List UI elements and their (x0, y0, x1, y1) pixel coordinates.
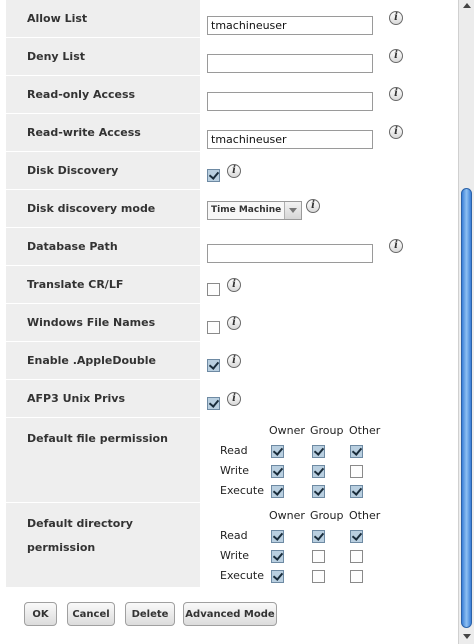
file-other-write-checkbox[interactable] (350, 465, 363, 478)
ok-button[interactable]: OK (24, 602, 57, 626)
file-owner-execute-checkbox[interactable] (271, 485, 284, 498)
read-only-access-input[interactable] (207, 92, 373, 111)
disk-discovery-checkbox[interactable] (207, 169, 220, 182)
file-owner-read-checkbox[interactable] (271, 445, 284, 458)
file-group-execute-checkbox[interactable] (312, 485, 325, 498)
cancel-button[interactable]: Cancel (67, 602, 115, 626)
info-icon[interactable]: i (389, 49, 403, 63)
row-read-write-access (6, 114, 458, 152)
info-icon[interactable]: i (389, 87, 403, 101)
row-header-read: Read (220, 529, 248, 542)
afp3-unix-privs-checkbox[interactable] (207, 397, 220, 410)
row-allow-list (6, 0, 458, 38)
default-directory-permission-label-line1: Default directory (27, 517, 133, 530)
file-owner-write-checkbox[interactable] (271, 465, 284, 478)
dir-other-read-checkbox[interactable] (350, 530, 363, 543)
info-icon[interactable]: i (227, 354, 241, 368)
row-disk-discovery-mode (6, 190, 458, 228)
row-header-write: Write (220, 464, 250, 477)
row-disk-discovery (6, 152, 458, 190)
read-only-access-label: Read-only Access (6, 76, 200, 114)
read-write-access-input[interactable] (207, 130, 373, 149)
default-directory-permission-label-line2: permission (27, 541, 96, 554)
info-icon[interactable]: i (227, 278, 241, 292)
column-header-group: Group (310, 509, 344, 522)
row-header-execute: Execute (220, 484, 264, 497)
allow-list-input[interactable] (207, 16, 373, 35)
column-header-owner: Owner (269, 424, 305, 437)
translate-crlf-label: Translate CR/LF (6, 266, 200, 304)
dir-owner-read-checkbox[interactable] (271, 530, 284, 543)
default-file-permission-grid (200, 418, 458, 503)
info-icon[interactable]: i (227, 164, 241, 178)
disk-discovery-label: Disk Discovery (6, 152, 200, 190)
row-header-execute: Execute (220, 569, 264, 582)
dir-owner-write-checkbox[interactable] (271, 550, 284, 563)
column-header-group: Group (310, 424, 344, 437)
afp3-unix-privs-label: AFP3 Unix Privs (6, 380, 200, 418)
share-settings-panel (6, 0, 458, 644)
column-header-other: Other (349, 509, 381, 522)
enable-appledouble-checkbox[interactable] (207, 359, 220, 372)
info-icon[interactable]: i (227, 392, 241, 406)
file-group-write-checkbox[interactable] (312, 465, 325, 478)
row-enable-appledouble (6, 342, 458, 380)
translate-crlf-checkbox[interactable] (207, 283, 220, 296)
allow-list-label: Allow List (6, 0, 200, 38)
windows-file-names-label: Windows File Names (6, 304, 200, 342)
row-windows-file-names (6, 304, 458, 342)
database-path-label: Database Path (6, 228, 200, 266)
scrollbar-thumb[interactable] (461, 188, 472, 628)
column-header-owner: Owner (269, 509, 305, 522)
read-write-access-label: Read-write Access (6, 114, 200, 152)
disk-discovery-mode-selected: Time Machine (211, 205, 282, 215)
info-icon[interactable]: i (227, 316, 241, 330)
row-translate-crlf (6, 266, 458, 304)
disk-discovery-mode-label: Disk discovery mode (6, 190, 200, 228)
dir-other-write-checkbox[interactable] (350, 550, 363, 563)
row-afp3-unix-privs (6, 380, 458, 418)
vertical-scrollbar[interactable] (458, 0, 474, 644)
row-default-directory-permission (6, 503, 458, 588)
row-deny-list (6, 38, 458, 76)
scroll-up-arrow-icon[interactable] (463, 3, 471, 8)
row-header-read: Read (220, 444, 248, 457)
info-icon[interactable]: i (389, 125, 403, 139)
default-file-permission-label: Default file permission (6, 418, 200, 503)
deny-list-input[interactable] (207, 54, 373, 73)
dir-owner-execute-checkbox[interactable] (271, 570, 284, 583)
info-icon[interactable]: i (389, 11, 403, 25)
row-read-only-access (6, 76, 458, 114)
advanced-mode-button[interactable]: Advanced Mode (183, 602, 277, 626)
dir-group-read-checkbox[interactable] (312, 530, 325, 543)
file-other-execute-checkbox[interactable] (350, 485, 363, 498)
row-default-file-permission (6, 418, 458, 503)
chevron-down-icon[interactable] (284, 202, 301, 219)
dir-group-execute-checkbox[interactable] (312, 570, 325, 583)
row-database-path (6, 228, 458, 266)
dir-group-write-checkbox[interactable] (312, 550, 325, 563)
default-directory-permission-grid (200, 503, 458, 588)
file-other-read-checkbox[interactable] (350, 445, 363, 458)
info-icon[interactable]: i (389, 239, 403, 253)
button-bar (6, 594, 458, 644)
delete-button[interactable]: Delete (125, 602, 175, 626)
afp-share-form (6, 0, 458, 588)
file-group-read-checkbox[interactable] (312, 445, 325, 458)
disk-discovery-mode-select[interactable] (207, 201, 302, 220)
row-header-write: Write (220, 549, 250, 562)
enable-appledouble-label: Enable .AppleDouble (6, 342, 200, 380)
database-path-input[interactable] (207, 244, 373, 263)
scroll-down-arrow-icon[interactable] (463, 634, 471, 639)
dir-other-execute-checkbox[interactable] (350, 570, 363, 583)
info-icon[interactable]: i (306, 199, 320, 213)
windows-file-names-checkbox[interactable] (207, 321, 220, 334)
deny-list-label: Deny List (6, 38, 200, 76)
column-header-other: Other (349, 424, 381, 437)
default-directory-permission-label (6, 503, 200, 588)
